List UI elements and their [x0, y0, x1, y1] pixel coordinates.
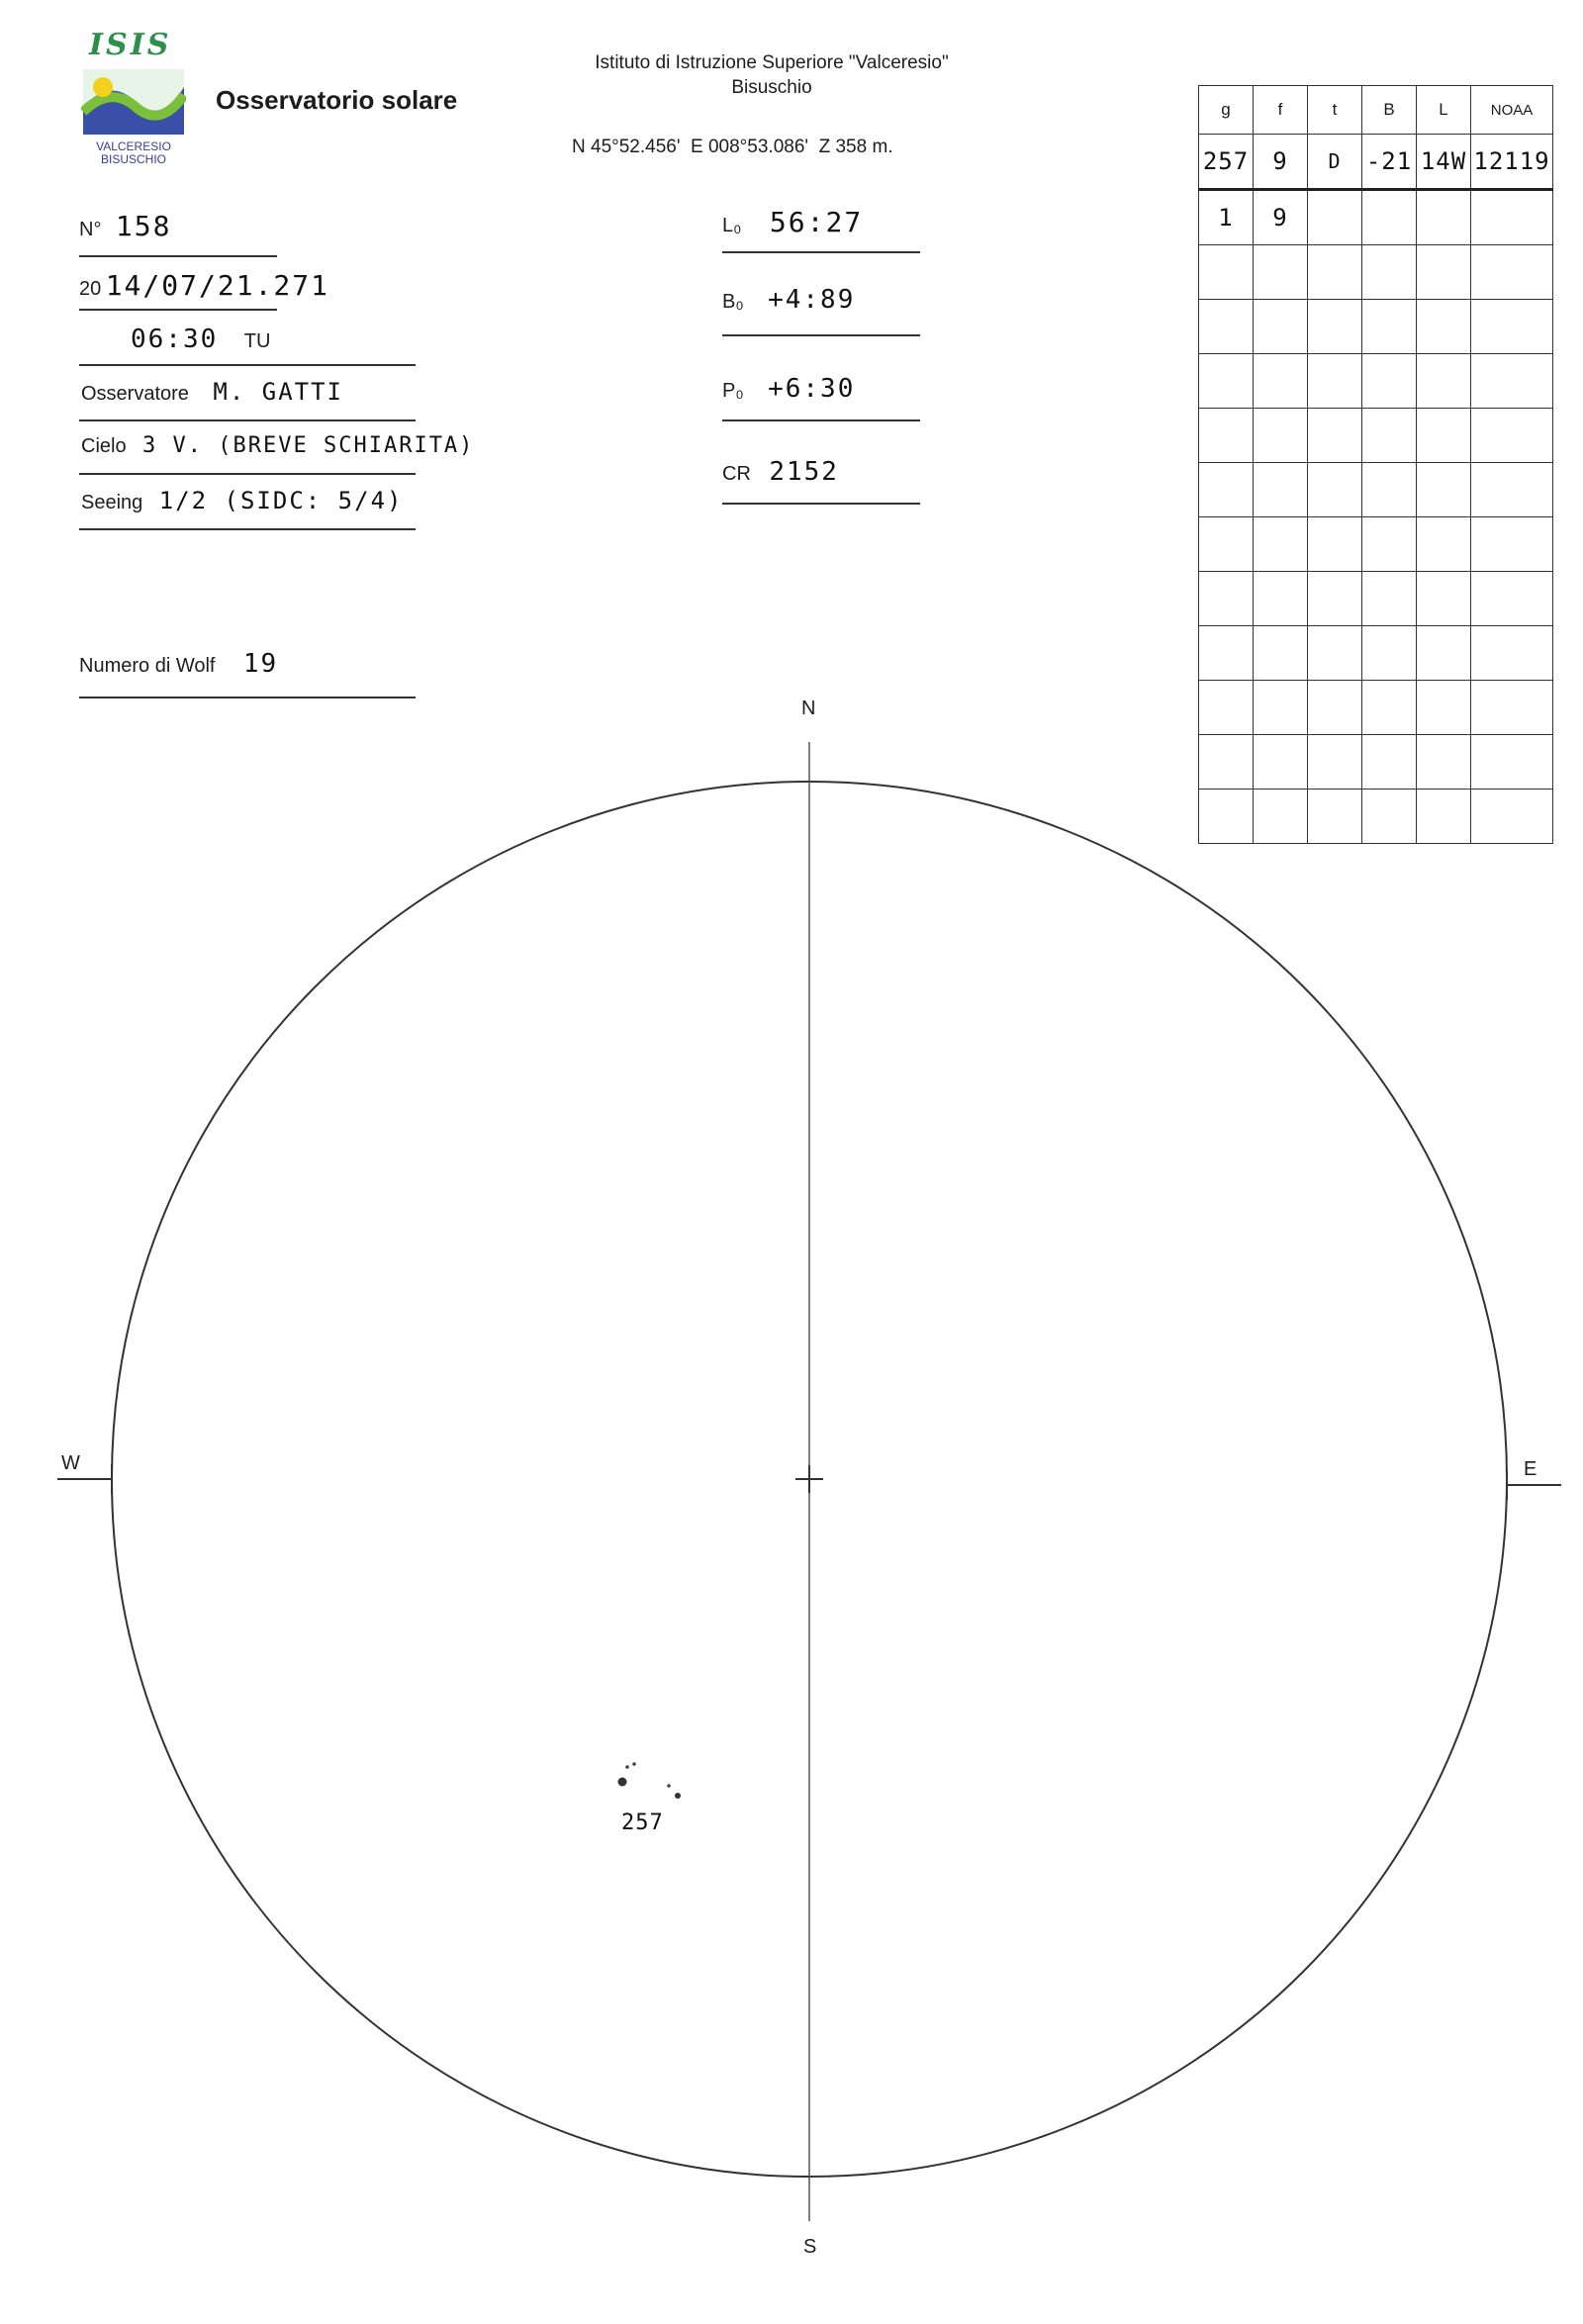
table-header-cell: g — [1199, 86, 1254, 135]
divider — [722, 334, 920, 336]
observer-value: M. GATTI — [213, 378, 343, 406]
record-time-value: 06:30 — [131, 325, 219, 354]
table-row — [1199, 135, 1553, 190]
divider — [79, 364, 416, 366]
table-header-cell: t — [1308, 86, 1362, 135]
east-label: E — [1524, 1458, 1537, 1480]
table-cell: 12119 — [1471, 135, 1553, 190]
sunspot — [632, 1762, 636, 1766]
table-cell — [1471, 245, 1553, 300]
divider — [722, 503, 920, 505]
table-cell — [1417, 681, 1471, 735]
table-cell — [1417, 409, 1471, 463]
B0-label: B₀ — [722, 291, 744, 313]
record-time — [131, 325, 270, 354]
table-cell — [1471, 517, 1553, 572]
table-cell — [1199, 572, 1254, 626]
table-cell — [1362, 681, 1417, 735]
table-row — [1199, 681, 1553, 735]
table-cell — [1471, 681, 1553, 735]
CR-label: CR — [722, 463, 751, 485]
table-row — [1199, 409, 1553, 463]
table-cell — [1417, 354, 1471, 409]
logo-text: ISIS — [89, 28, 172, 62]
divider — [79, 697, 416, 698]
table-header-cell: NOAA — [1471, 86, 1553, 135]
table-cell — [1308, 409, 1362, 463]
sunspot — [675, 1793, 681, 1799]
sunspot — [625, 1765, 629, 1769]
table-cell — [1308, 790, 1362, 844]
table-cell — [1417, 517, 1471, 572]
table-cell — [1308, 300, 1362, 354]
logo-line1: VALCERESIO — [96, 139, 171, 153]
table-cell — [1254, 572, 1308, 626]
table-cell — [1471, 463, 1553, 517]
table-cell — [1471, 735, 1553, 790]
table-empty-rows — [1199, 245, 1553, 844]
table-header-cell: L — [1417, 86, 1471, 135]
record-number — [79, 210, 171, 242]
table-cell — [1199, 300, 1254, 354]
ephemeris-CR — [722, 457, 839, 487]
table-cell — [1199, 790, 1254, 844]
table-row — [1199, 190, 1553, 245]
north-label: N — [801, 697, 816, 719]
table-row — [1199, 354, 1553, 409]
table-cell — [1308, 354, 1362, 409]
table-header-cell: B — [1362, 86, 1417, 135]
table-cell — [1471, 626, 1553, 681]
table-cell — [1362, 300, 1417, 354]
table-cell: -21 — [1362, 135, 1417, 190]
record-observer — [81, 378, 343, 406]
table-cell — [1362, 354, 1417, 409]
logo-emblem-icon — [81, 67, 186, 137]
wolf-value: 19 — [242, 649, 279, 679]
sunspot — [618, 1778, 627, 1787]
table-cell — [1471, 409, 1553, 463]
institute-town: Bisuschio — [731, 77, 812, 98]
record-number-value: 158 — [115, 210, 172, 242]
table-cell — [1199, 517, 1254, 572]
record-number-label: N° — [79, 219, 102, 240]
table-cell — [1308, 626, 1362, 681]
table-row — [1199, 626, 1553, 681]
table-cell: 257 — [1199, 135, 1254, 190]
table-cell — [1254, 300, 1308, 354]
south-label: S — [803, 2236, 817, 2258]
table-cell: 9 — [1254, 135, 1308, 190]
table-cell — [1254, 681, 1308, 735]
table-cell — [1199, 626, 1254, 681]
table-cell — [1362, 190, 1417, 245]
divider — [722, 251, 920, 253]
table-row — [1199, 735, 1553, 790]
wolf-label: Numero di Wolf — [79, 655, 216, 677]
table-cell — [1362, 735, 1417, 790]
table-cell — [1199, 681, 1254, 735]
table-cell — [1417, 190, 1471, 245]
table-row — [1199, 300, 1553, 354]
table-cell — [1254, 463, 1308, 517]
record-date-value: 14/07/21.271 — [105, 269, 329, 302]
table-header-row — [1199, 86, 1553, 135]
table-cell — [1417, 790, 1471, 844]
table-cell — [1417, 245, 1471, 300]
ephemeris-L0 — [722, 206, 863, 238]
table-cell — [1471, 572, 1553, 626]
divider — [722, 419, 920, 421]
table-cell — [1362, 409, 1417, 463]
table-row — [1199, 463, 1553, 517]
table-cell — [1362, 790, 1417, 844]
table-cell — [1471, 354, 1553, 409]
logo — [81, 28, 190, 166]
seeing-label: Seeing — [81, 492, 143, 513]
record-wolf — [79, 649, 278, 679]
table-cell — [1254, 735, 1308, 790]
table-row — [1199, 572, 1553, 626]
table-cell — [1362, 245, 1417, 300]
table-header-cell: f — [1254, 86, 1308, 135]
table-cell — [1254, 245, 1308, 300]
table-cell — [1471, 300, 1553, 354]
table-row — [1199, 517, 1553, 572]
table-cell: 14W — [1417, 135, 1471, 190]
table-cell: 1 — [1199, 190, 1254, 245]
table-cell — [1308, 735, 1362, 790]
table-cell — [1308, 463, 1362, 517]
table-cell — [1362, 463, 1417, 517]
table-cell — [1362, 626, 1417, 681]
divider — [79, 419, 416, 421]
table-cell — [1471, 790, 1553, 844]
table-cell — [1417, 572, 1471, 626]
table-cell — [1199, 463, 1254, 517]
record-date-prefix: 20 — [79, 278, 102, 300]
west-label: W — [61, 1452, 80, 1474]
table-cell — [1254, 626, 1308, 681]
divider — [79, 309, 277, 311]
CR-value: 2152 — [769, 457, 839, 487]
table-cell — [1417, 735, 1471, 790]
sunspot — [667, 1784, 671, 1788]
ephemeris-B0 — [722, 285, 855, 315]
L0-value: 56:27 — [769, 206, 864, 238]
record-sky — [81, 433, 474, 458]
table-cell — [1308, 245, 1362, 300]
institute-name: Istituto di Istruzione Superiore "Valceresio" — [595, 52, 949, 73]
table-cell — [1308, 572, 1362, 626]
table-cell — [1254, 517, 1308, 572]
B0-value: +4:89 — [768, 285, 856, 315]
table-cell — [1254, 354, 1308, 409]
table-cell — [1308, 517, 1362, 572]
table-cell — [1362, 517, 1417, 572]
record-date — [79, 269, 329, 302]
table-cell — [1308, 190, 1362, 245]
record-time-unit: TU — [243, 330, 271, 352]
divider — [79, 255, 277, 257]
P0-value: +6:30 — [768, 374, 856, 404]
table-cell — [1199, 409, 1254, 463]
table-cell — [1417, 300, 1471, 354]
logo-line2: BISUSCHIO — [100, 152, 166, 166]
L0-label: L₀ — [722, 215, 742, 236]
page-title: Osservatorio solare — [216, 85, 458, 115]
table-cell — [1254, 409, 1308, 463]
table-cell — [1362, 572, 1417, 626]
observer-label: Osservatore — [81, 383, 189, 405]
sky-label: Cielo — [81, 435, 127, 457]
table-cell — [1254, 790, 1308, 844]
ephemeris-P0 — [722, 374, 855, 404]
seeing-value: 1/2 (SIDC: 5/4) — [158, 487, 404, 514]
record-seeing — [81, 487, 403, 514]
table-cell — [1199, 245, 1254, 300]
divider — [79, 528, 416, 530]
divider — [79, 473, 416, 475]
sunspot-group-label: 257 — [621, 1811, 664, 1835]
sky-value: 3 V. (BREVE SCHIARITA) — [142, 433, 475, 458]
table-cell — [1199, 354, 1254, 409]
P0-label: P₀ — [722, 380, 744, 402]
solar-disk — [112, 782, 1507, 2177]
table-cell — [1308, 681, 1362, 735]
table-cell — [1199, 735, 1254, 790]
table-cell — [1417, 626, 1471, 681]
sunspot-groups-table — [1198, 85, 1553, 844]
table-cell: D — [1308, 135, 1362, 190]
table-cell — [1417, 463, 1471, 517]
table-row — [1199, 245, 1553, 300]
table-row — [1199, 790, 1553, 844]
observatory-coordinates: N 45°52.456' E 008°53.086' Z 358 m. — [572, 137, 893, 157]
table-cell: 9 — [1254, 190, 1308, 245]
table-cell — [1471, 190, 1553, 245]
